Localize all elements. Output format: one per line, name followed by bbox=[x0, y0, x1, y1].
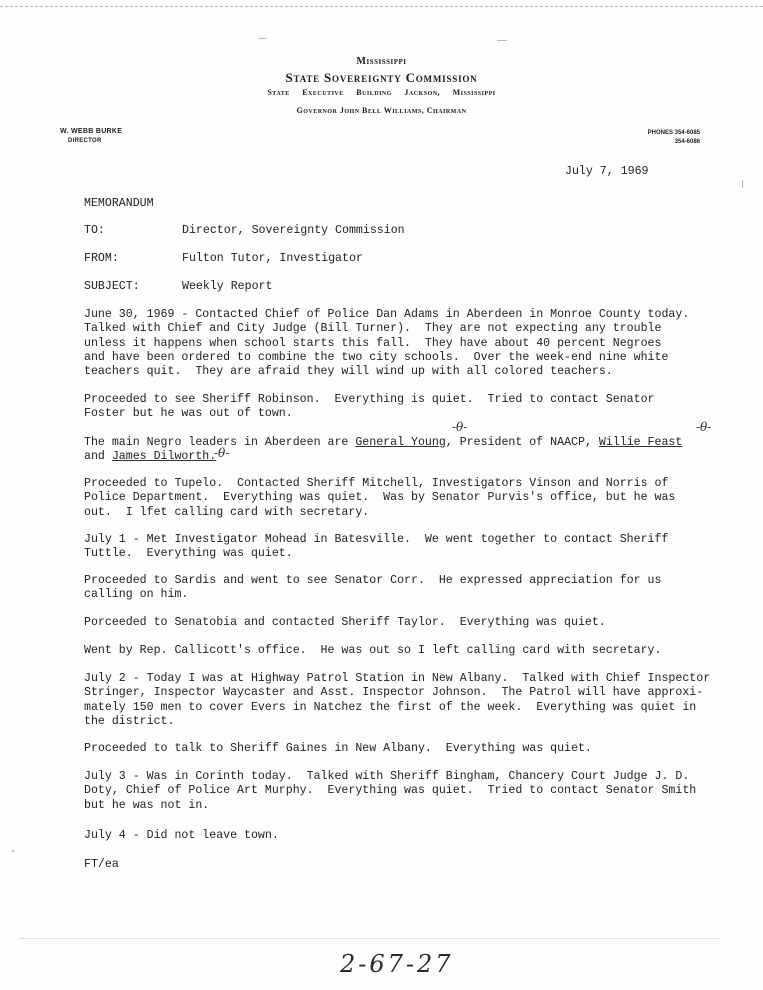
to-label: TO: bbox=[84, 224, 105, 237]
paragraph-july-4 bbox=[84, 829, 724, 843]
paragraph-text bbox=[84, 436, 724, 465]
paragraph-leaders bbox=[84, 436, 724, 465]
from-value: Fulton Tutor, Investigator bbox=[182, 252, 363, 265]
paragraph-text: Proceeded to talk to Sheriff Gaines in New Albany. Everything was quiet. bbox=[84, 742, 592, 755]
phone-numbers bbox=[610, 129, 700, 147]
letterhead-state: Mississippi bbox=[356, 56, 407, 67]
scan-edge-line bbox=[0, 6, 763, 7]
letterhead-governor: Governor John Bell Williams, Chairman bbox=[296, 106, 467, 115]
handwritten-mark: -θ- bbox=[214, 446, 230, 460]
paragraph-text: Porceeded to Senatobia and contacted Sheriff Taylor. Everything was quiet. bbox=[84, 616, 606, 629]
leaders-text: , President of NAACP, bbox=[445, 436, 599, 449]
paragraph-callicott bbox=[84, 644, 724, 658]
handwritten-mark: -θ- bbox=[696, 420, 712, 434]
handwritten-mark: -θ- bbox=[452, 420, 468, 434]
from-label: FROM: bbox=[84, 252, 119, 265]
scan-fold-line bbox=[20, 938, 720, 939]
paragraph-sardis bbox=[84, 574, 724, 603]
leaders-text: and bbox=[84, 450, 105, 464]
paragraph-text: Proceeded to Sardis and went to see Senator Corr. He expressed appreciation for us calling on him. bbox=[84, 574, 662, 602]
handwritten-file-number: 2-67-27 bbox=[340, 950, 454, 978]
memo-date: July 7, 1969 bbox=[565, 165, 649, 178]
leader-willie-feast: Willie Feast bbox=[598, 436, 683, 449]
phone-line-2: 354-6086 bbox=[674, 139, 700, 145]
paragraph-july-2 bbox=[84, 672, 724, 729]
letterhead-address: State Executive Building Jackson, Mississippi bbox=[267, 88, 496, 97]
director-title: DIRECTOR bbox=[68, 138, 102, 144]
paragraph-july-3 bbox=[84, 770, 724, 813]
paragraph-tupelo bbox=[84, 477, 724, 520]
paragraph-senatobia bbox=[84, 616, 724, 630]
paragraph-text: June 30, 1969 - Contacted Chief of Police Dan Adams in Aberdeen in Monroe County today. Talked with Chief and City Judge (Bill Turner). They are not expecting any trouble unless it happens when school starts this fall. They have about 40 percent Negroes and have been ordered to combine the two city schools. Over the week-end nine white teachers quit. They are afraid they will wind up with all colored teachers. bbox=[84, 308, 690, 379]
paragraph-july-1 bbox=[84, 533, 724, 562]
paragraph-text: Proceeded to Tupelo. Contacted Sheriff Mitchell, Investigators Vinson and Norris of Police Department. Everything was quiet. Was by Senator Purvis's office, but he was out. I lfet calling card with secretary. bbox=[84, 477, 676, 519]
paragraph-gaines bbox=[84, 742, 724, 756]
letterhead-commission: State Sovereignty Commission bbox=[285, 70, 478, 85]
paragraph-june-30 bbox=[84, 308, 724, 379]
subject-label: SUBJECT: bbox=[84, 280, 140, 293]
paragraph-text: Proceeded to see Sheriff Robinson. Everything is quiet. Tried to contact Senator Foster but he was out of town. bbox=[84, 393, 655, 421]
memo-label: MEMORANDUM bbox=[84, 197, 154, 210]
paragraph-text: July 3 - Was in Corinth today. Talked with Sheriff Bingham, Chancery Court Judge J. D. Doty, Chief of Police Art Murphy. Everything was quiet. Tried to contact Senator Smith but he was not in. bbox=[84, 770, 697, 812]
scan-speck bbox=[742, 180, 743, 188]
leader-james-dilworth: James Dilworth. bbox=[111, 450, 217, 464]
typist-initials: FT/ea bbox=[84, 858, 119, 871]
leader-general-young: General Young bbox=[355, 436, 446, 449]
paragraph-text: July 1 - Met Investigator Mohead in Batesville. We went together to contact Sheriff Tuttle. Everything was quiet. bbox=[84, 533, 669, 561]
leaders-text: The main Negro leaders in Aberdeen are bbox=[84, 436, 356, 449]
scan-speck bbox=[497, 40, 507, 41]
paragraph-robinson bbox=[84, 393, 724, 422]
to-value: Director, Sovereignty Commission bbox=[182, 224, 405, 237]
paragraph-text: July 2 - Today I was at Highway Patrol Station in New Albany. Talked with Chief Inspector Stringer, Inspector Waycaster and Asst. Inspector Johnson. The Patrol will have approxi- mately 150 men to cover Evers in Natchez the first of the week. Everything was quiet in the district. bbox=[84, 672, 711, 728]
scan-speck bbox=[12, 850, 14, 852]
scan-speck bbox=[258, 38, 266, 39]
subject-value: Weekly Report bbox=[182, 280, 273, 293]
paragraph-text: July 4 - Did not leave town. bbox=[84, 829, 279, 842]
director-name: W. WEBB BURKE bbox=[60, 128, 123, 135]
paragraph-text: Went by Rep. Callicott's office. He was out so I left calling card with secretary. bbox=[84, 644, 662, 657]
phone-line-1: PHONES 354-6085 bbox=[647, 130, 700, 136]
